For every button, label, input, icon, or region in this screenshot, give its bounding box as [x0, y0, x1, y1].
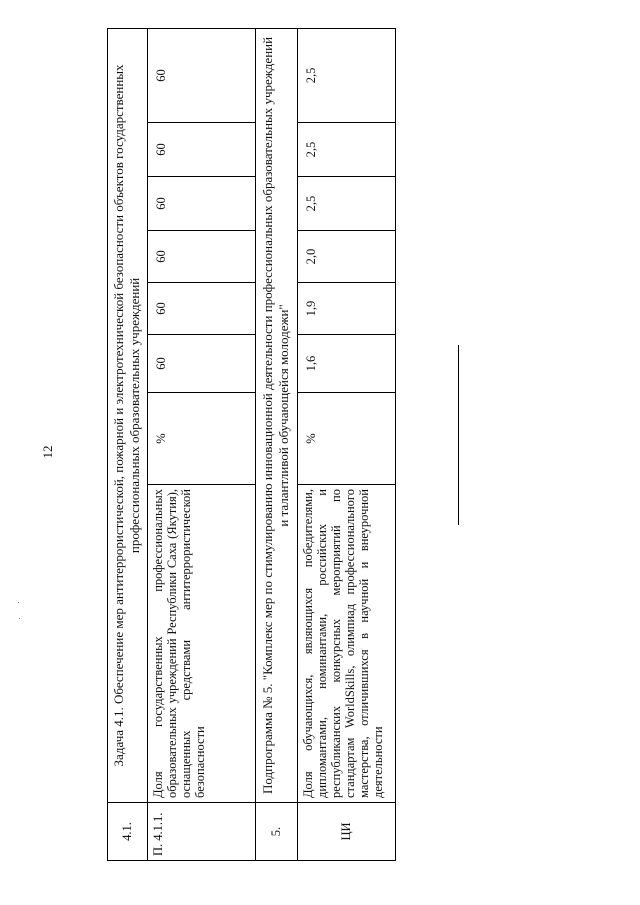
table-row [108, 28, 148, 860]
value-cell: 60 [147, 231, 255, 283]
value-cell: 60 [147, 283, 255, 335]
section-number: 5. [255, 803, 297, 861]
section-number: 4.1. [108, 803, 148, 861]
value-cell: 2,5 [297, 123, 395, 177]
section-title: Задача 4.1. Обеспечение мер антитеррористической, пожарной и электротехнической безопасности объектов государственных профессиональных образовательных учреждений [108, 28, 148, 802]
separator-line [458, 345, 459, 525]
value-cell: 2,5 [297, 28, 395, 122]
value-cell: 60 [147, 28, 255, 122]
value-cell: 60 [147, 335, 255, 393]
scan-speck [19, 618, 20, 619]
table-row [297, 28, 395, 860]
indicator-name: Доля обучающихся, являющихся победителями, дипломантами, номинантами, российских и республиканских конкурсных мероприятий по стандартам WorldSkills, олимпиад профессионального мастерства, отличившихся в научной и внеурочной деятельности [297, 485, 395, 803]
unit-cell: % [147, 393, 255, 485]
page-number: 12 [40, 445, 55, 459]
table-row [255, 28, 297, 860]
indicators-table [107, 28, 396, 861]
table-row [147, 28, 255, 860]
unit-cell: % [297, 393, 395, 485]
scan-speck [18, 602, 19, 603]
value-cell: 1,6 [297, 335, 395, 393]
row-number: ЦИ [297, 803, 395, 861]
indicator-name: Доля государственных профессиональных образовательных учреждений Республики Саха (Якутия), оснащенных средствами антитеррористической безопасности [147, 485, 255, 803]
rotated-table-container [107, 29, 383, 861]
value-cell: 60 [147, 123, 255, 177]
row-number: П. 4.1.1. [147, 803, 255, 861]
value-cell: 2,5 [297, 177, 395, 231]
value-cell: 60 [147, 177, 255, 231]
section-title: Подпрограмма № 5. "Комплекс мер по стимулированию инновационной деятельности профессиональных образовательных учреждений и талантливой обучающейся молодежи" [255, 28, 297, 802]
value-cell: 1,9 [297, 283, 395, 335]
value-cell: 2,0 [297, 231, 395, 283]
